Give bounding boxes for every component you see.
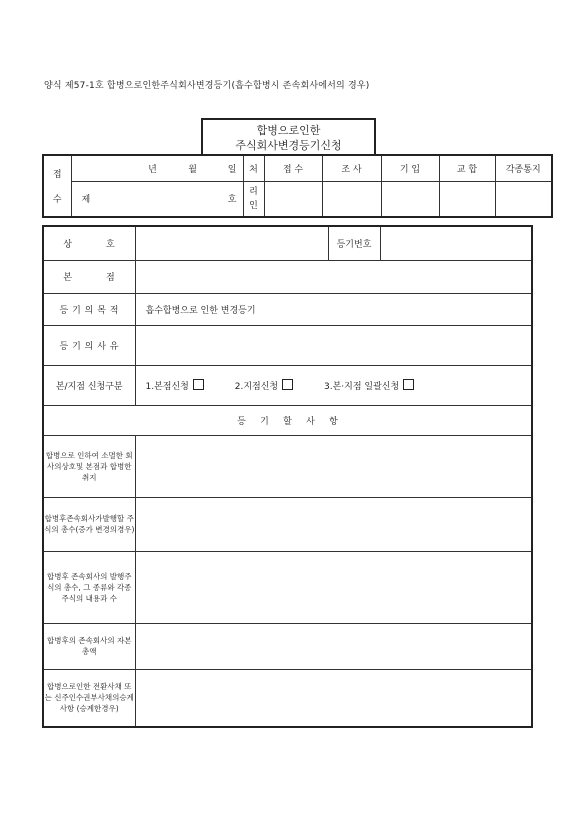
reason-input[interactable] bbox=[135, 325, 532, 365]
cell-notify[interactable] bbox=[495, 181, 552, 217]
item-input-5[interactable] bbox=[135, 669, 532, 727]
form-code: 양식 제57-1호 합병으로인한주식회사변경등기(흡수합병시 존속회사에서의 경우) bbox=[44, 81, 370, 91]
item-input-3[interactable] bbox=[135, 551, 532, 623]
company-name-input[interactable] bbox=[135, 226, 328, 260]
reason-label: 등 기 의 사 유 bbox=[43, 325, 135, 365]
items-header: 등 기 할 사 항 bbox=[43, 405, 532, 435]
option-both[interactable]: 3.본·지점 일괄신청 bbox=[324, 379, 414, 392]
col-verify: 교 합 bbox=[439, 155, 495, 181]
reception-no-suffix[interactable]: 호 bbox=[203, 181, 243, 217]
col-entry: 기 입 bbox=[381, 155, 439, 181]
item-input-4[interactable] bbox=[135, 623, 532, 669]
reception-table bbox=[42, 154, 553, 218]
head-office-input[interactable] bbox=[135, 260, 532, 293]
cell-verify[interactable] bbox=[439, 181, 495, 217]
item-label-3: 합병후 존속회사의 발행주식의 총수, 그 종류와 각종 주식의 내용과 수 bbox=[43, 551, 135, 623]
checkbox-branch[interactable] bbox=[282, 379, 293, 390]
item-label-5: 합병으로인한 전환사채 또는 신주인수권부사채의승계사항 (승계한경우) bbox=[43, 669, 135, 727]
item-label-4: 합병후의 존속회사의 자본총액 bbox=[43, 623, 135, 669]
application-table bbox=[42, 225, 533, 728]
item-label-2: 합병후존속회사가발행할 주식의 총수(증가 변경의경우) bbox=[43, 497, 135, 551]
reception-no-prefix[interactable]: 제 bbox=[71, 181, 203, 217]
item-input-2[interactable] bbox=[135, 497, 532, 551]
option-branch[interactable]: 2.지점신청 bbox=[235, 379, 293, 392]
head-office-label: 본 점 bbox=[43, 260, 135, 293]
process-label-2: 리 인 bbox=[243, 181, 264, 217]
apply-type-options bbox=[135, 365, 532, 405]
checkbox-both[interactable] bbox=[403, 379, 414, 390]
reception-day[interactable]: 일 bbox=[203, 155, 243, 181]
reception-label: 접 수 bbox=[43, 155, 71, 217]
col-notify: 각종통지 bbox=[495, 155, 552, 181]
form-title-line1: 합병으로인한 bbox=[256, 124, 321, 137]
form-title bbox=[201, 118, 376, 154]
process-label: 처 bbox=[243, 155, 264, 181]
item-label-1: 합병으로 인하여 소멸한 회사의상호및 본점과 합병한 취지 bbox=[43, 435, 135, 497]
reg-no-label: 등기번호 bbox=[328, 226, 380, 260]
item-input-1[interactable] bbox=[135, 435, 532, 497]
option-head-office[interactable]: 1.본점신청 bbox=[146, 379, 204, 392]
purpose-label: 등 기 의 목 적 bbox=[43, 293, 135, 325]
cell-receipt[interactable] bbox=[264, 181, 322, 217]
col-review: 조 사 bbox=[322, 155, 381, 181]
company-name-label: 상 호 bbox=[43, 226, 135, 260]
apply-type-label: 본/지점 신청구분 bbox=[43, 365, 135, 405]
form-title-line2: 주식회사변경등기신청 bbox=[235, 139, 342, 152]
reception-date[interactable]: 년 월 bbox=[71, 155, 203, 181]
reg-no-input[interactable] bbox=[380, 226, 532, 260]
cell-entry[interactable] bbox=[381, 181, 439, 217]
cell-review[interactable] bbox=[322, 181, 381, 217]
purpose-value: 흡수합병으로 인한 변경등기 bbox=[135, 293, 532, 325]
col-receipt: 접 수 bbox=[264, 155, 322, 181]
checkbox-head-office[interactable] bbox=[193, 379, 204, 390]
